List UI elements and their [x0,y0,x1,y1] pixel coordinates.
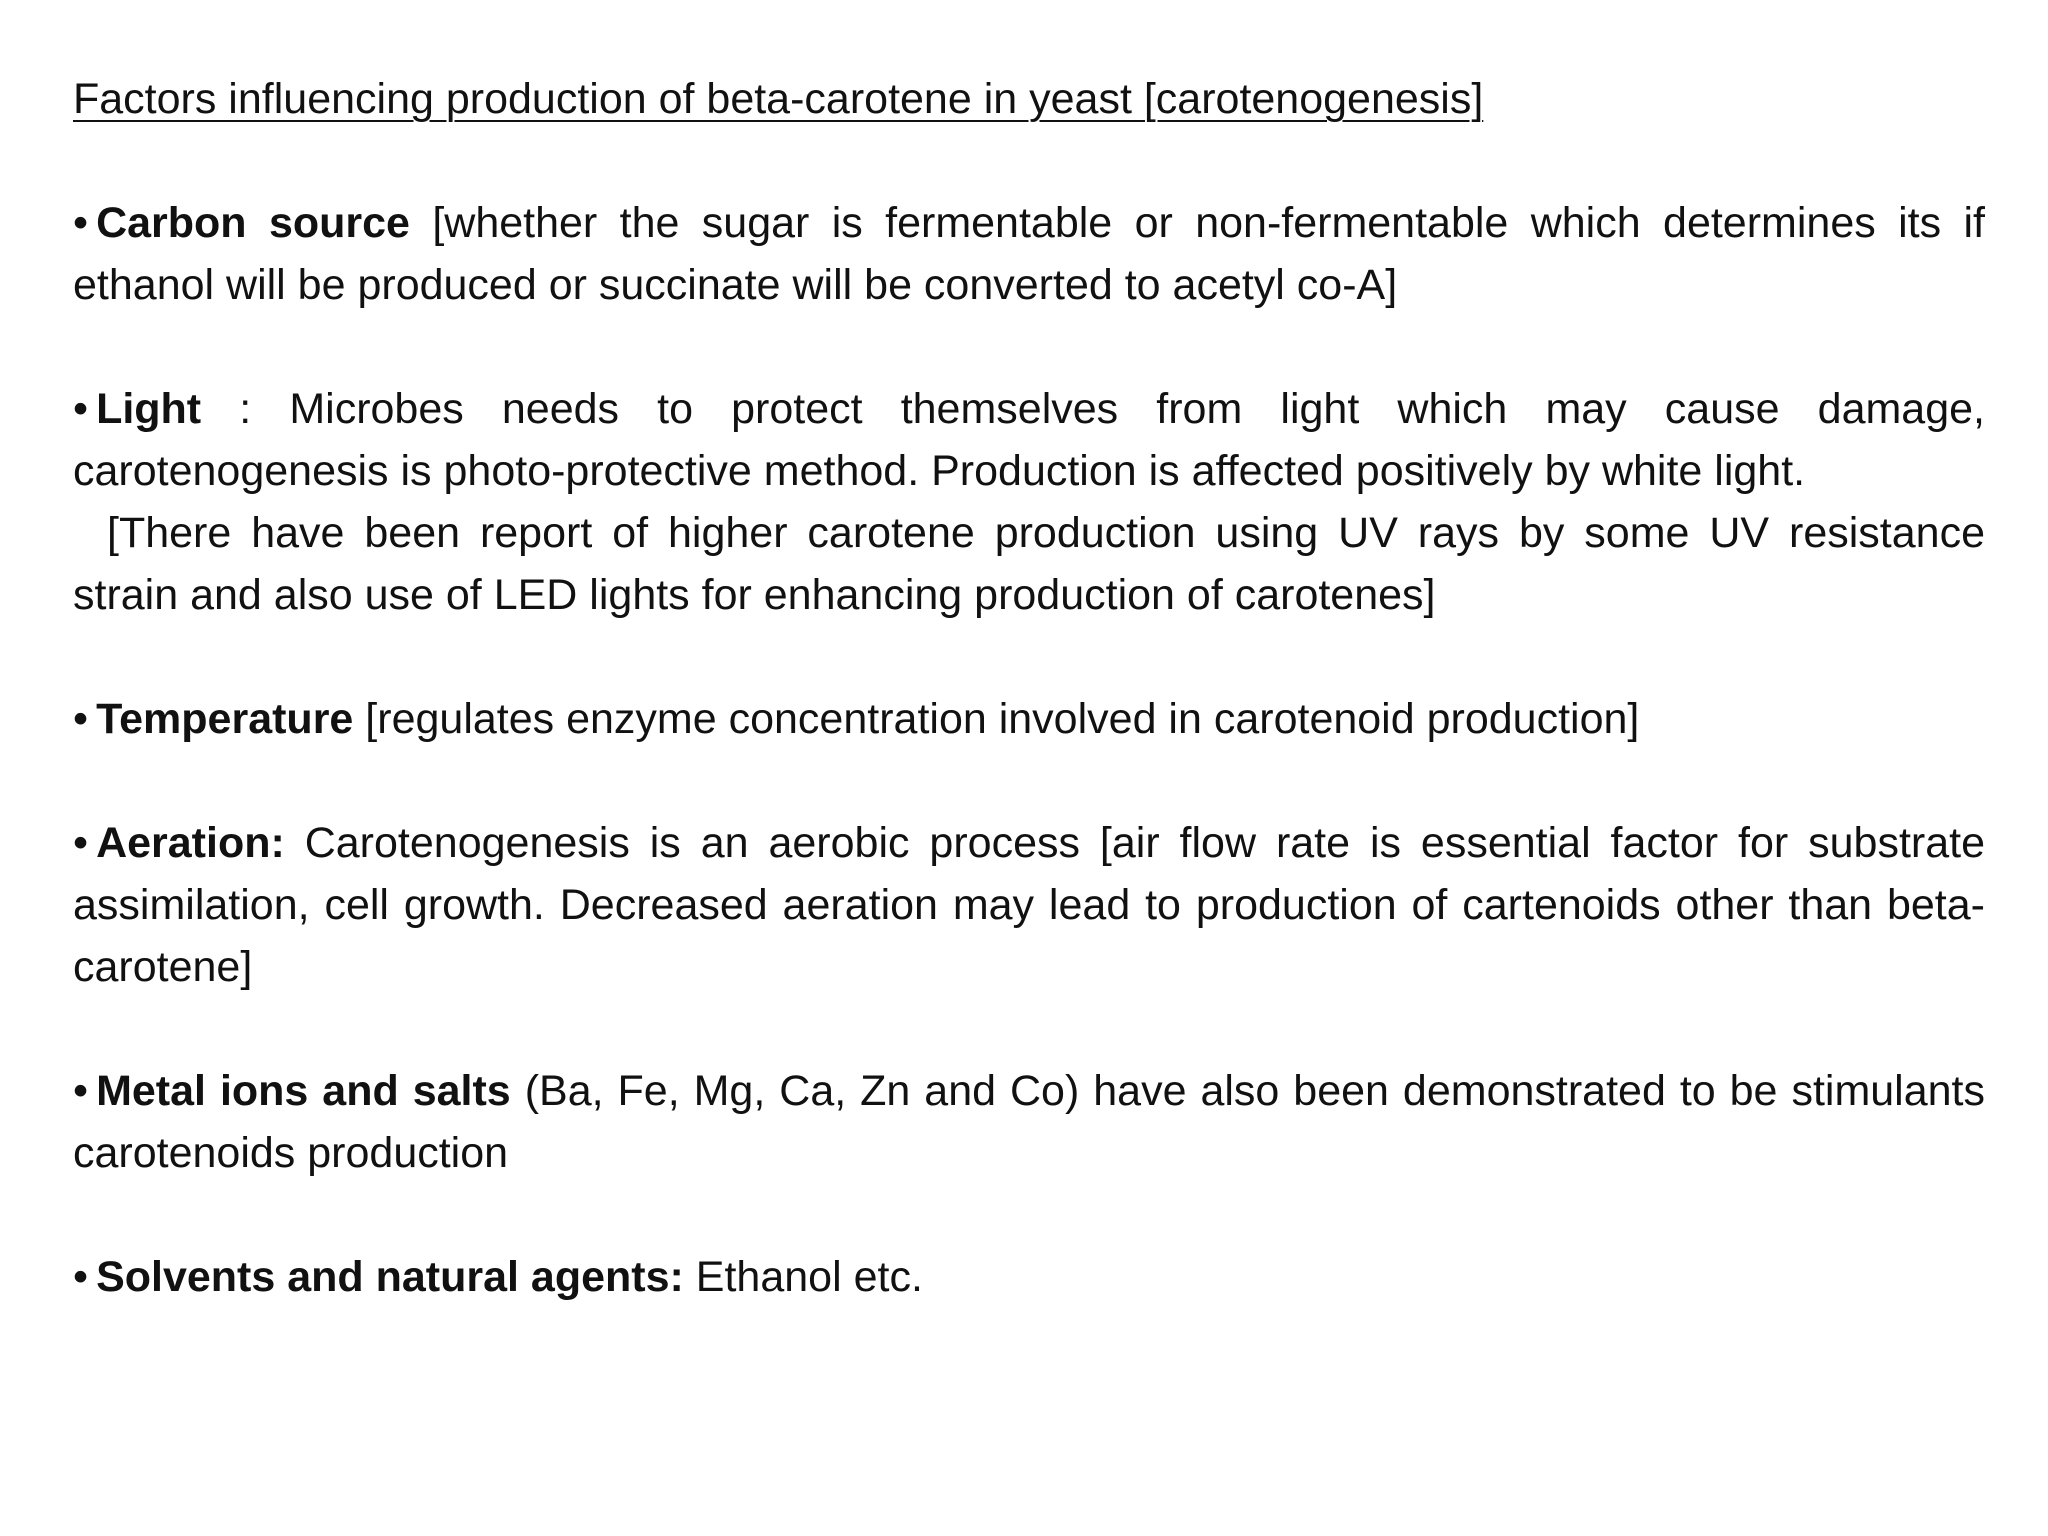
factor-light-note: [There have been report of higher carotene production using UV rays by some UV resistance strain and also use of LED lights for enhancing production of carotenes] [73,509,1985,619]
bullet-glyph: • [73,819,89,867]
bullet-glyph: • [73,1253,89,1301]
bullet-glyph: • [73,695,89,743]
slide-title: Factors influencing production of beta-carotene in yeast [carotenogenesis] [73,75,1484,123]
factor-aeration [73,812,1985,998]
factor-carbon-source [73,192,1985,316]
factor-description: Carotenogenesis is an aerobic process [air flow rate is essential factor for substrate assimilation, cell growth. Decreased aeration may lead to production of cartenoids other than beta-carotene] [73,819,1985,991]
slide-content [73,68,1985,1308]
bullet-glyph: • [73,199,89,247]
factor-term: Light [96,385,202,433]
factor-description: Ethanol etc. [683,1253,923,1301]
factor-term: Solvents and natural agents: [96,1253,684,1301]
factor-description: [regulates enzyme concentration involved in carotenoid production] [353,695,1640,743]
factor-temperature [73,688,1985,750]
bullet-glyph: • [73,385,89,433]
factor-description: [whether the sugar is fermentable or non-fermentable which determines its if ethanol will be produced or succinate will be converted to acetyl co-A] [73,199,1985,309]
bullet-glyph: • [73,1067,89,1115]
factor-metal-ions [73,1060,1985,1184]
factor-term: Temperature [96,695,354,743]
factor-term: Carbon source [96,199,410,247]
factor-solvents [73,1246,1985,1308]
factor-description: (Ba, Fe, Mg, Ca, Zn and Co) have also been demonstrated to be stimulants carotenoids production [73,1067,1986,1177]
factor-description: : Microbes needs to protect themselves from light which may cause damage, carotenogenesis is photo-protective method. Production is affected positively by white light. [73,385,1985,495]
factor-term: Aeration: [96,819,285,867]
factor-term: Metal ions and salts [96,1067,511,1115]
factor-light [73,378,1985,502]
